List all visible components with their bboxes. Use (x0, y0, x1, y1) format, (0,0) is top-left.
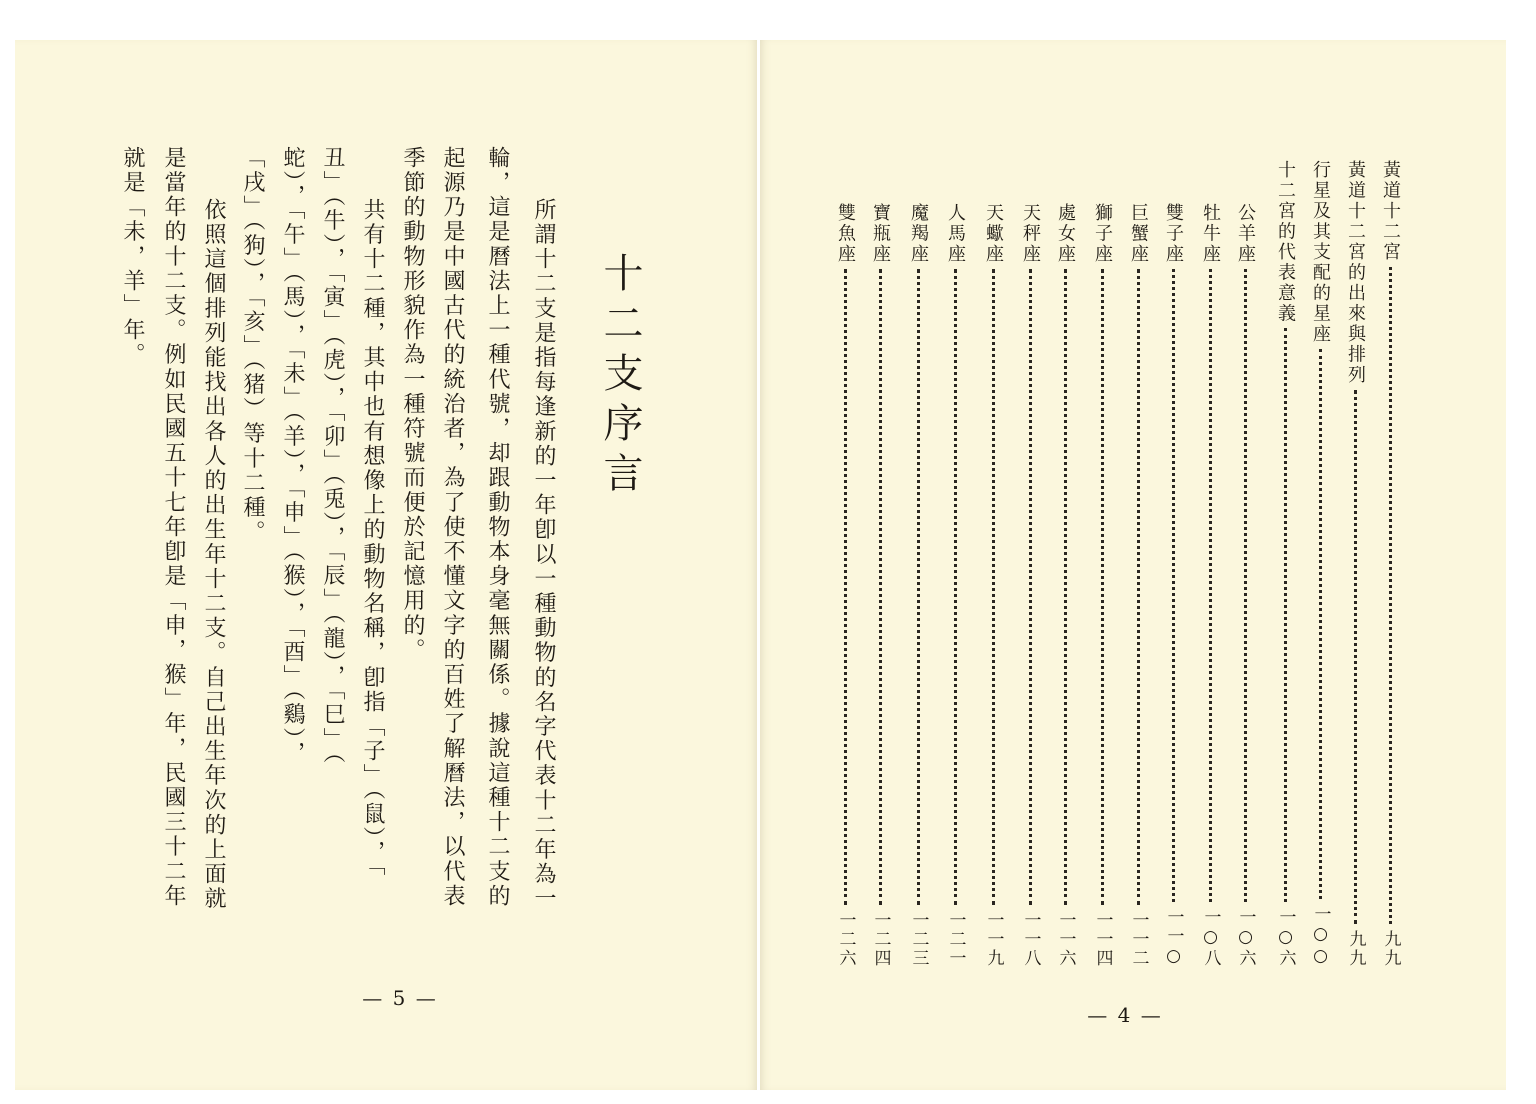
toc-entry-page-number: 一○○ (1310, 905, 1331, 968)
toc-entry-title: 巨蟹座 (1128, 203, 1149, 265)
toc-entry-title: 天秤座 (1020, 203, 1041, 265)
toc-entry-page-number: 一二三 (908, 911, 929, 968)
text-column: 依照這個排列能找出各人的出生年十二支。自己出生年次的上面就 (201, 198, 226, 912)
dotted-leader (879, 269, 882, 906)
dotted-leader (1029, 269, 1032, 906)
toc-entry[interactable] (834, 203, 856, 968)
dotted-leader (1101, 269, 1104, 906)
text-column: 共有十二種，其中也有想像上的動物名稱，卽指「子」（鼠），「 (360, 198, 385, 879)
toc-entry-title: 魔羯座 (908, 203, 929, 265)
toc-entry[interactable] (1019, 203, 1041, 968)
toc-entry[interactable] (1054, 203, 1076, 968)
dotted-leader (1354, 390, 1357, 925)
toc-entry-page-number: 一○六 (1275, 908, 1296, 968)
toc-entry-page-number: 一一四 (1092, 911, 1113, 968)
toc-entry-title: 牡牛座 (1200, 203, 1221, 265)
dotted-leader (1064, 269, 1067, 906)
toc-entry-page-number: 九九 (1345, 930, 1366, 968)
toc-entry[interactable] (944, 203, 966, 968)
toc-entry-title: 天蠍座 (983, 203, 1004, 265)
left-page (15, 40, 757, 1090)
toc-entry-title: 雙魚座 (835, 203, 856, 265)
text-column: 輪，這是曆法上一種代號，却跟動物本身毫無關係。據說這種十二支的 (485, 146, 510, 909)
toc-entry-title: 十二宮的代表意義 (1275, 160, 1296, 324)
toc-entry-page-number: 一一九 (983, 911, 1004, 968)
text-column: 是當年的十二支。例如民國五十七年卽是「申，猴」年，民國三十二年 (161, 146, 186, 909)
toc-entry[interactable] (1309, 160, 1331, 968)
dotted-leader (1319, 349, 1322, 900)
toc-entry-page-number: 一二四 (870, 911, 891, 968)
dotted-leader (844, 269, 847, 906)
preface-title: 十二支序言 (597, 252, 643, 502)
toc-entry-title: 行星及其支配的星座 (1310, 160, 1331, 345)
text-column: 丑」（牛），「寅」（虎），「卯」（兎），「辰」（龍），「巳」（ (320, 146, 345, 766)
dotted-leader (1209, 269, 1212, 903)
toc-entry-page-number: 一○六 (1235, 908, 1256, 968)
text-column: 「戌」（狗），「亥」（猪）等十二種。 (240, 146, 265, 545)
toc-entry[interactable] (982, 203, 1004, 968)
toc-entry-page-number: 一一六 (1055, 911, 1076, 968)
toc-entry-page-number: 一二一 (945, 911, 966, 968)
dotted-leader (954, 269, 957, 906)
toc-entry-page-number: 一一二 (1128, 911, 1149, 968)
toc-entry[interactable] (869, 203, 891, 968)
toc-entry-title: 黃道十二宮 (1380, 160, 1401, 263)
toc-entry-title: 獅子座 (1092, 203, 1113, 265)
toc-entry-title: 雙子座 (1163, 203, 1184, 265)
toc-entry-page-number: 九九 (1380, 930, 1401, 968)
text-column: 蛇），「午」（馬），「未」（羊），「申」（猴），「酉」（鷄）， (280, 146, 305, 766)
toc-entry-page-number: 一一八 (1020, 911, 1041, 968)
toc-entry-title: 人馬座 (945, 203, 966, 265)
page-number: — 5 — (362, 986, 438, 1010)
toc-entry[interactable] (1234, 203, 1256, 968)
toc-entry-page-number: 一一○ (1163, 908, 1184, 968)
dotted-leader (1284, 328, 1287, 902)
dotted-leader (1172, 269, 1175, 903)
toc-entry-title: 公羊座 (1235, 203, 1256, 265)
toc-entry[interactable] (1379, 160, 1401, 968)
toc-entry[interactable] (907, 203, 929, 968)
dotted-leader (917, 269, 920, 906)
toc-entry[interactable] (1199, 203, 1221, 968)
toc-entry[interactable] (1162, 203, 1184, 968)
text-column: 季節的動物形貌作為一種符號而便於記憶用的。 (400, 146, 425, 663)
dotted-leader (1244, 269, 1247, 903)
dotted-leader (992, 269, 995, 906)
text-column: 所謂十二支是指每逢新的一年卽以一種動物的名字代表十二年為一 (531, 198, 556, 912)
toc-entry[interactable] (1274, 160, 1296, 968)
toc-entry-title: 寶瓶座 (870, 203, 891, 265)
dotted-leader (1389, 267, 1392, 925)
toc-entry-title: 處女座 (1055, 203, 1076, 265)
toc-entry[interactable] (1091, 203, 1113, 968)
toc-entry-page-number: 一○八 (1200, 908, 1221, 968)
toc-entry[interactable] (1344, 160, 1366, 968)
dotted-leader (1137, 269, 1140, 906)
toc-entry-title: 黃道十二宮的出來與排列 (1345, 160, 1366, 386)
toc-entry[interactable] (1127, 203, 1149, 968)
right-page (760, 40, 1506, 1090)
text-column: 就是「未，羊」年。 (120, 146, 145, 368)
text-column: 起源乃是中國古代的統治者，為了使不懂文字的百姓了解曆法，以代表 (440, 146, 465, 909)
page-number: — 4 — (1087, 1003, 1163, 1027)
toc-entry-page-number: 一二六 (835, 911, 856, 968)
